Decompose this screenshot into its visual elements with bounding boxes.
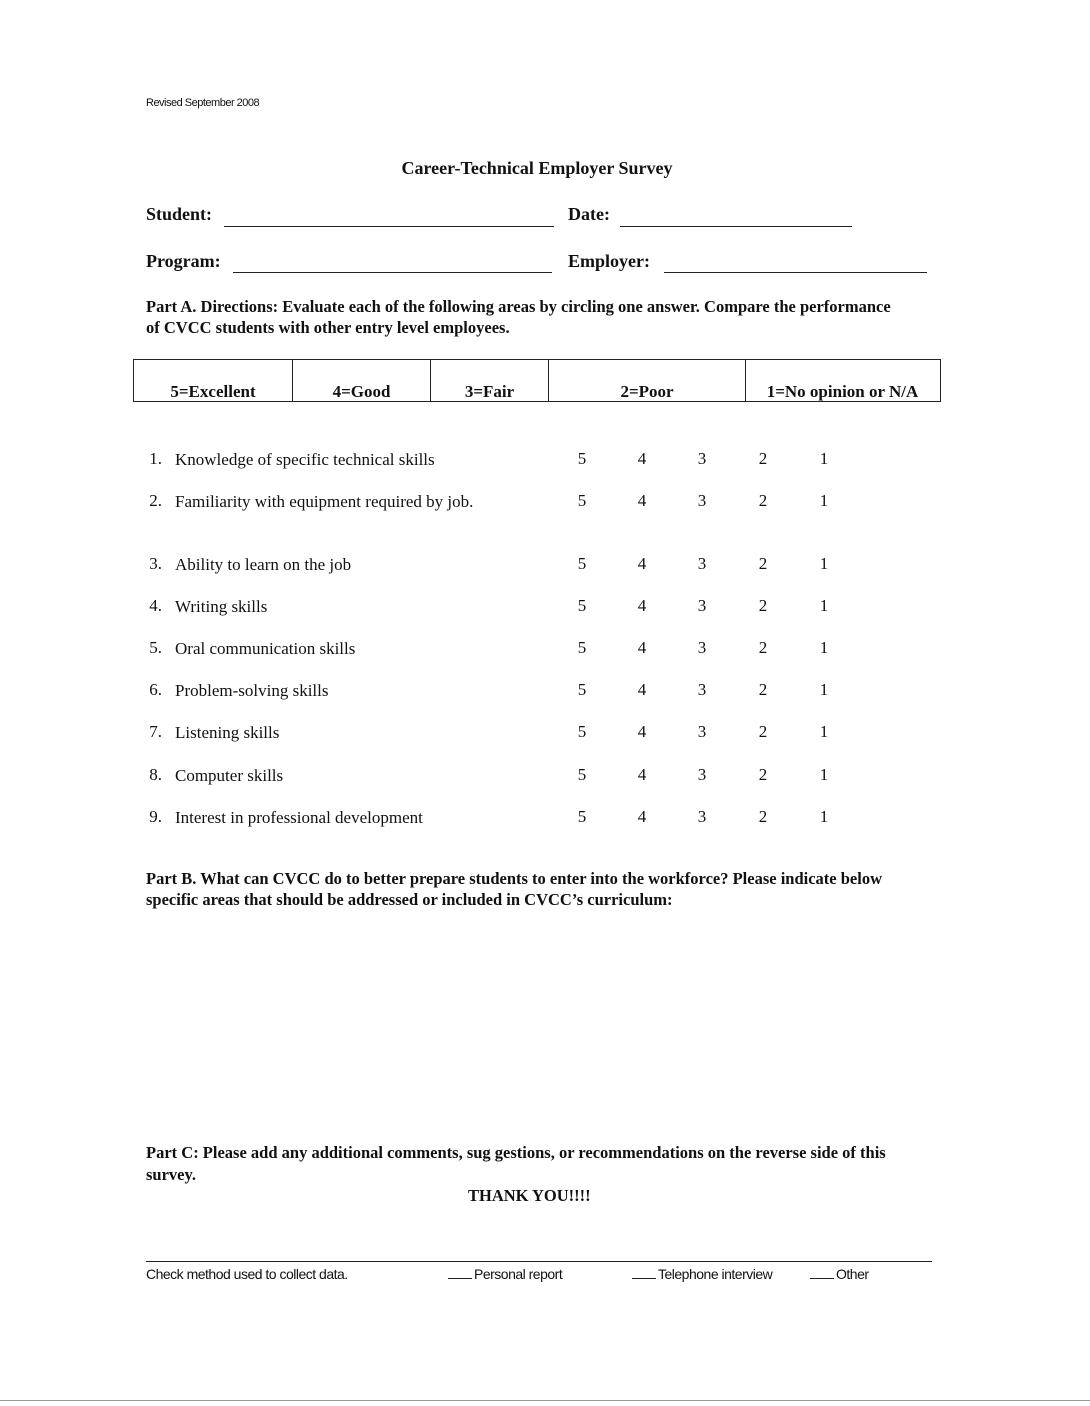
scale-excellent: 5=Excellent <box>134 360 293 401</box>
item-number: 9. <box>149 807 162 826</box>
rating-option-3[interactable]: 3 <box>697 807 707 826</box>
rating-option-4[interactable]: 4 <box>637 765 647 784</box>
item-text: Familiarity with equipment required by job. <box>175 492 474 511</box>
rating-option-5[interactable]: 5 <box>577 554 587 573</box>
rating-option-1[interactable]: 1 <box>819 807 829 826</box>
telephone-interview-label: Telephone interview <box>658 1266 773 1282</box>
item-number: 4. <box>149 596 162 615</box>
check-method-label: Check method used to collect data. <box>146 1266 348 1282</box>
rating-option-3[interactable]: 3 <box>697 491 707 510</box>
rating-option-1[interactable]: 1 <box>819 722 829 741</box>
rating-option-5[interactable]: 5 <box>577 680 587 699</box>
date-label: Date: <box>568 204 610 224</box>
rating-option-5[interactable]: 5 <box>577 638 587 657</box>
rating-option-1[interactable]: 1 <box>819 765 829 784</box>
program-field[interactable] <box>233 272 552 273</box>
part-b-question: Part B. What can CVCC do to better prepare students to enter into the workforce? Please indicate below specific areas that should be addressed or included in CVCC’s curriculum: <box>146 869 882 909</box>
item-number: 2. <box>149 491 162 510</box>
rating-option-5[interactable]: 5 <box>577 596 587 615</box>
rating-option-1[interactable]: 1 <box>819 491 829 510</box>
rating-option-1[interactable]: 1 <box>819 554 829 573</box>
scale-poor: 2=Poor <box>549 360 746 401</box>
rating-option-3[interactable]: 3 <box>697 554 707 573</box>
rating-item-row <box>146 765 846 805</box>
rating-item-row <box>146 638 846 678</box>
rating-item-row <box>146 680 846 720</box>
item-number: 3. <box>149 554 162 573</box>
item-number: 7. <box>149 722 162 741</box>
rating-option-3[interactable]: 3 <box>697 449 707 468</box>
part-b-response-area[interactable] <box>146 915 932 1125</box>
rating-option-3[interactable]: 3 <box>697 765 707 784</box>
rating-option-2[interactable]: 2 <box>758 680 768 699</box>
item-text: Listening skills <box>175 723 280 742</box>
rating-option-4[interactable]: 4 <box>637 680 647 699</box>
rating-option-5[interactable]: 5 <box>577 491 587 510</box>
item-text: Oral communication skills <box>175 639 356 658</box>
rating-option-3[interactable]: 3 <box>697 596 707 615</box>
rating-option-4[interactable]: 4 <box>637 722 647 741</box>
rating-option-4[interactable]: 4 <box>637 491 647 510</box>
rating-option-4[interactable]: 4 <box>637 554 647 573</box>
date-field[interactable] <box>620 226 852 227</box>
rating-option-5[interactable]: 5 <box>577 807 587 826</box>
scale-fair: 3=Fair <box>431 360 549 401</box>
scale-good: 4=Good <box>293 360 431 401</box>
item-text: Problem-solving skills <box>175 681 329 700</box>
rating-option-2[interactable]: 2 <box>758 449 768 468</box>
rating-option-5[interactable]: 5 <box>577 449 587 468</box>
item-number: 1. <box>149 449 162 468</box>
rating-option-2[interactable]: 2 <box>758 765 768 784</box>
footer-divider <box>146 1261 932 1262</box>
scale-no-opinion: 1=No opinion or N/A <box>766 382 919 401</box>
item-number: 6. <box>149 680 162 699</box>
rating-option-4[interactable]: 4 <box>637 596 647 615</box>
rating-option-1[interactable]: 1 <box>819 596 829 615</box>
rating-option-4[interactable]: 4 <box>637 449 647 468</box>
other-label: Other <box>836 1266 869 1282</box>
telephone-interview-option[interactable] <box>632 1266 772 1282</box>
rating-option-2[interactable]: 2 <box>758 807 768 826</box>
rating-item-row <box>146 554 846 594</box>
item-number: 8. <box>149 765 162 784</box>
other-option[interactable] <box>810 1266 869 1282</box>
personal-report-label: Personal report <box>474 1266 563 1282</box>
rating-option-1[interactable]: 1 <box>819 638 829 657</box>
rating-option-2[interactable]: 2 <box>758 491 768 510</box>
rating-item-row <box>146 807 846 847</box>
rating-option-5[interactable]: 5 <box>577 722 587 741</box>
page-edge <box>0 1400 1090 1401</box>
personal-report-blank[interactable] <box>448 1278 472 1279</box>
rating-option-1[interactable]: 1 <box>819 680 829 699</box>
item-number: 5. <box>149 638 162 657</box>
other-blank[interactable] <box>810 1278 834 1279</box>
rating-option-2[interactable]: 2 <box>758 638 768 657</box>
rating-item-row <box>146 722 846 762</box>
rating-option-3[interactable]: 3 <box>697 638 707 657</box>
item-text: Computer skills <box>175 766 284 785</box>
rating-item-row <box>146 491 846 531</box>
rating-option-2[interactable]: 2 <box>758 596 768 615</box>
part-c-instructions: Part C: Please add any additional comments, sug gestions, or recommendations on the reverse side of this survey. <box>146 1143 886 1184</box>
thank-you: THANK YOU!!!! <box>468 1186 591 1205</box>
rating-option-3[interactable]: 3 <box>697 722 707 741</box>
rating-option-5[interactable]: 5 <box>577 765 587 784</box>
telephone-interview-blank[interactable] <box>632 1278 656 1279</box>
rating-option-2[interactable]: 2 <box>758 554 768 573</box>
program-label: Program: <box>146 251 221 271</box>
rating-option-4[interactable]: 4 <box>637 638 647 657</box>
rating-option-3[interactable]: 3 <box>697 680 707 699</box>
rating-item-row <box>146 596 846 636</box>
survey-title: Career-Technical Employer Survey <box>401 158 673 178</box>
rating-option-4[interactable]: 4 <box>637 807 647 826</box>
item-text: Interest in professional development <box>175 808 423 827</box>
rating-option-1[interactable]: 1 <box>819 449 829 468</box>
item-text: Writing skills <box>175 597 268 616</box>
employer-label: Employer: <box>568 251 650 271</box>
rating-option-2[interactable]: 2 <box>758 722 768 741</box>
part-a-directions: Part A. Directions: Evaluate each of the following areas by circling one answer. Compare the performance of CVCC students with other entry level employees. <box>146 297 891 337</box>
item-text: Ability to learn on the job <box>175 555 352 574</box>
personal-report-option[interactable] <box>448 1266 562 1282</box>
rating-scale-legend <box>133 359 941 402</box>
student-field[interactable] <box>224 226 554 227</box>
rating-item-row <box>146 449 846 489</box>
revised-date: Revised September 2008 <box>146 97 260 109</box>
item-text: Knowledge of specific technical skills <box>175 450 435 469</box>
student-label: Student: <box>146 204 213 224</box>
employer-field[interactable] <box>664 272 927 273</box>
